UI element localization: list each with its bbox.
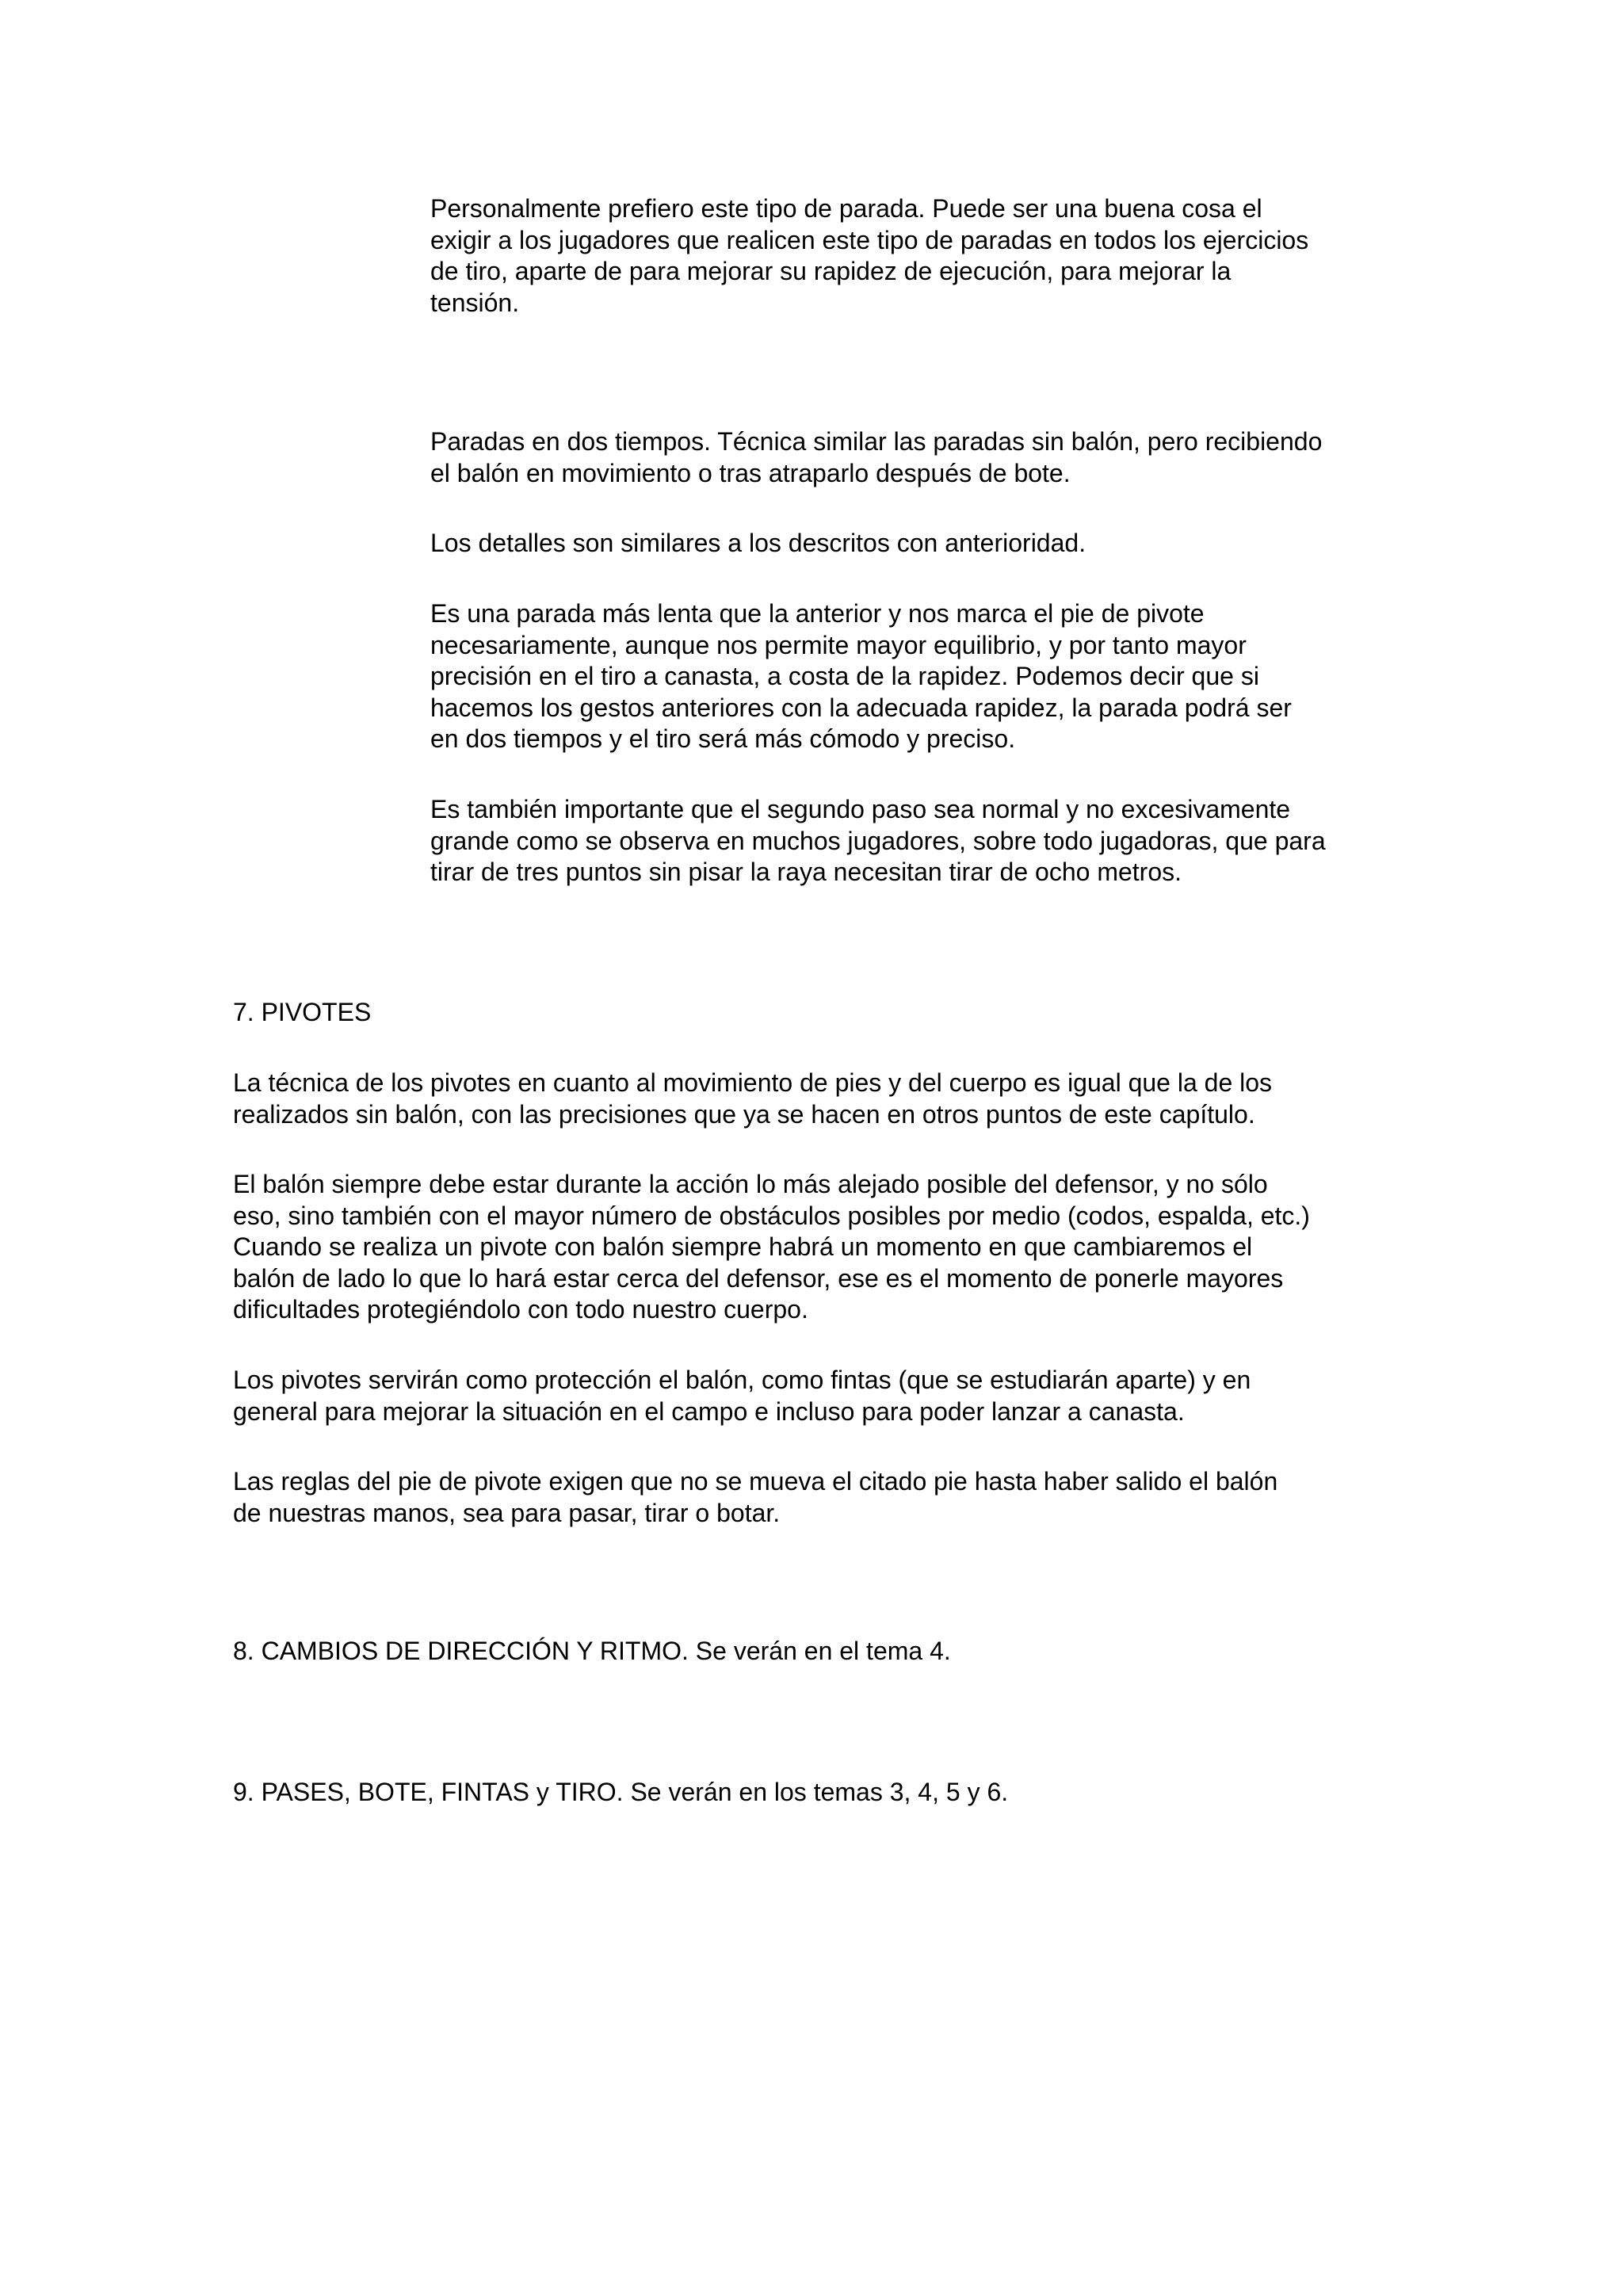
text-line: tirar de tres puntos sin pisar la raya necesitan tirar de ocho metros. <box>430 858 1182 886</box>
text-line: Paradas en dos tiempos. Técnica similar las paradas sin balón, pero recibiendo <box>430 427 1323 456</box>
text-line: Los detalles son similares a los descritos con anterioridad. <box>430 529 1086 557</box>
heading-text: 9. PASES, BOTE, FINTAS y TIRO. Se verán en los temas 3, 4, 5 y 6. <box>233 1778 1009 1806</box>
text-line: Es también importante que el segundo paso sea normal y no excesivamente <box>430 795 1291 823</box>
section-8-heading <box>233 1636 951 1668</box>
paragraph-segundo-paso <box>430 794 1326 888</box>
text-line: Las reglas del pie de pivote exigen que no se mueva el citado pie hasta haber salido el balón <box>233 1467 1278 1496</box>
text-line: El balón siempre debe estar durante la acción lo más alejado posible del defensor, y no sólo <box>233 1170 1268 1198</box>
section-9-heading <box>233 1777 1008 1809</box>
text-line: en dos tiempos y el tiro será más cómodo y preciso. <box>430 724 1016 753</box>
text-line: Los pivotes servirán como protección el balón, como fintas (que se estudiarán aparte) y en <box>233 1366 1251 1394</box>
text-line: exigir a los jugadores que realicen este tipo de paradas en todos los ejercicios <box>430 225 1309 254</box>
text-line: Es una parada más lenta que la anterior y nos marca el pie de pivote <box>430 599 1205 628</box>
paragraph-tecnica-pivotes <box>233 1068 1272 1130</box>
text-line: dificultades protegiéndolo con todo nuestro cuerpo. <box>233 1295 808 1324</box>
text-line: balón de lado lo que lo hará estar cerca del defensor, ese es el momento de ponerle mayores <box>233 1263 1284 1293</box>
text-line: La técnica de los pivotes en cuanto al movimiento de pies y del cuerpo es igual que la de los <box>233 1068 1273 1097</box>
text-line: de tiro, aparte de para mejorar su rapidez de ejecución, para mejorar la <box>430 257 1232 285</box>
paragraph-parada-preferencia <box>430 193 1308 319</box>
text-line: Cuando se realiza un pivote con balón siempre habrá un momento en que cambiaremos el <box>233 1232 1253 1261</box>
paragraph-balon-defensor <box>233 1169 1310 1326</box>
paragraph-pivotes-proteccion <box>233 1365 1251 1427</box>
text-line: general para mejorar la situación en el campo e incluso para poder lanzar a canasta. <box>233 1396 1185 1426</box>
text-line: hacemos los gestos anteriores con la adecuada rapidez, la parada podrá ser <box>430 693 1292 722</box>
text-line: eso, sino también con el mayor número de obstáculos posibles por medio (codos, espalda, etc.) <box>233 1201 1310 1230</box>
text-line: de nuestras manos, sea para pasar, tirar o botar. <box>233 1498 781 1527</box>
section-7-heading <box>233 997 371 1029</box>
paragraph-paradas-dos-tiempos <box>430 426 1322 489</box>
text-line: necesariamente, aunque nos permite mayor equilibrio, y por tanto mayor <box>430 630 1247 659</box>
text-line: realizados sin balón, con las precisiones que ya se hacen en otros puntos de este capítulo. <box>233 1099 1255 1129</box>
paragraph-parada-lenta <box>430 598 1292 755</box>
text-line: Personalmente prefiero este tipo de parada. Puede ser una buena cosa el <box>430 194 1262 223</box>
text-line: grande como se observa en muchos jugadores, sobre todo jugadoras, que para <box>430 826 1326 855</box>
paragraph-detalles <box>430 528 1086 560</box>
heading-text: 8. CAMBIOS DE DIRECCIÓN Y RITMO. Se verán en el tema 4. <box>233 1637 951 1665</box>
text-line: el balón en movimiento o tras atraparlo después de bote. <box>430 458 1071 487</box>
paragraph-reglas-pie-pivote <box>233 1466 1277 1529</box>
text-line: precisión en el tiro a canasta, a costa de la rapidez. Podemos decir que si <box>430 662 1259 690</box>
heading-text: 7. PIVOTES <box>233 998 372 1026</box>
text-line: tensión. <box>430 288 520 317</box>
